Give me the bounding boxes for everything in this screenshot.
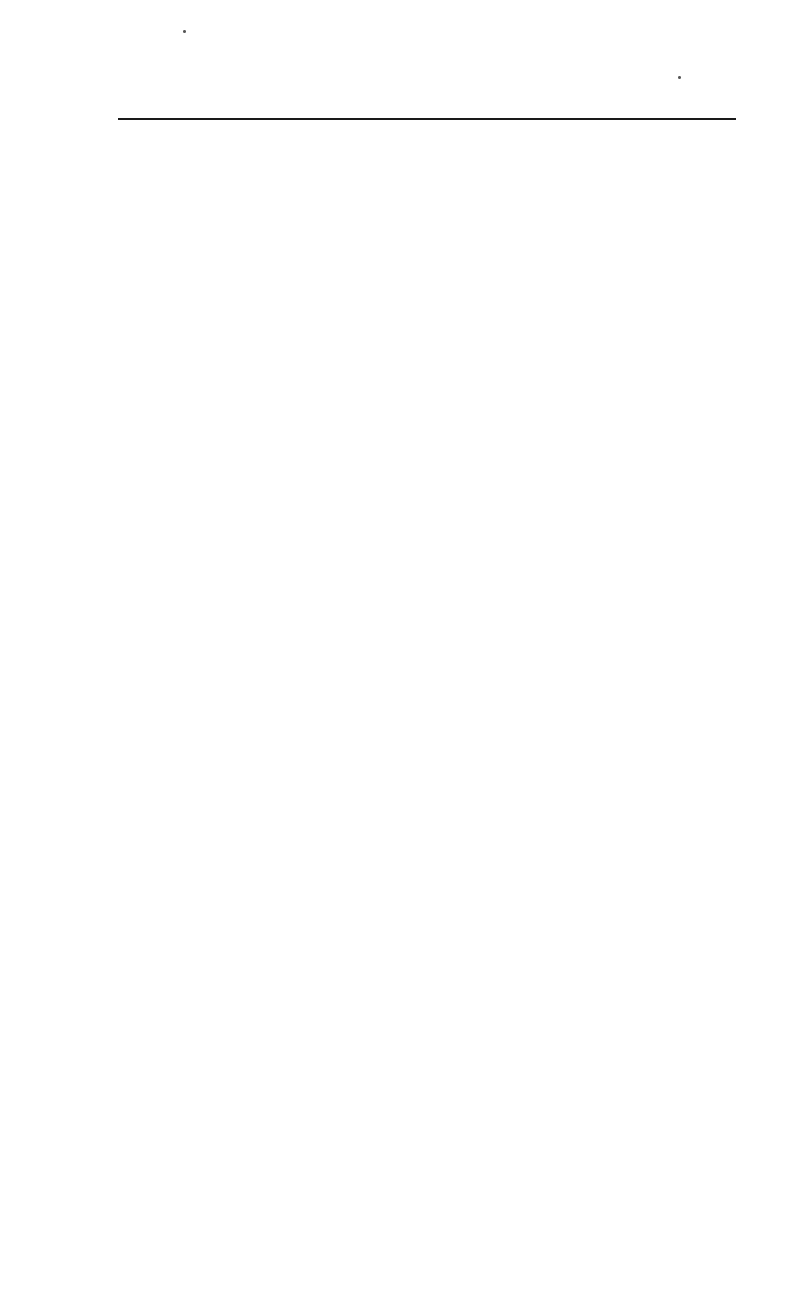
scan-speck bbox=[183, 30, 186, 33]
page-header bbox=[118, 80, 738, 110]
scan-speck bbox=[678, 76, 681, 79]
header-rule bbox=[118, 118, 736, 120]
